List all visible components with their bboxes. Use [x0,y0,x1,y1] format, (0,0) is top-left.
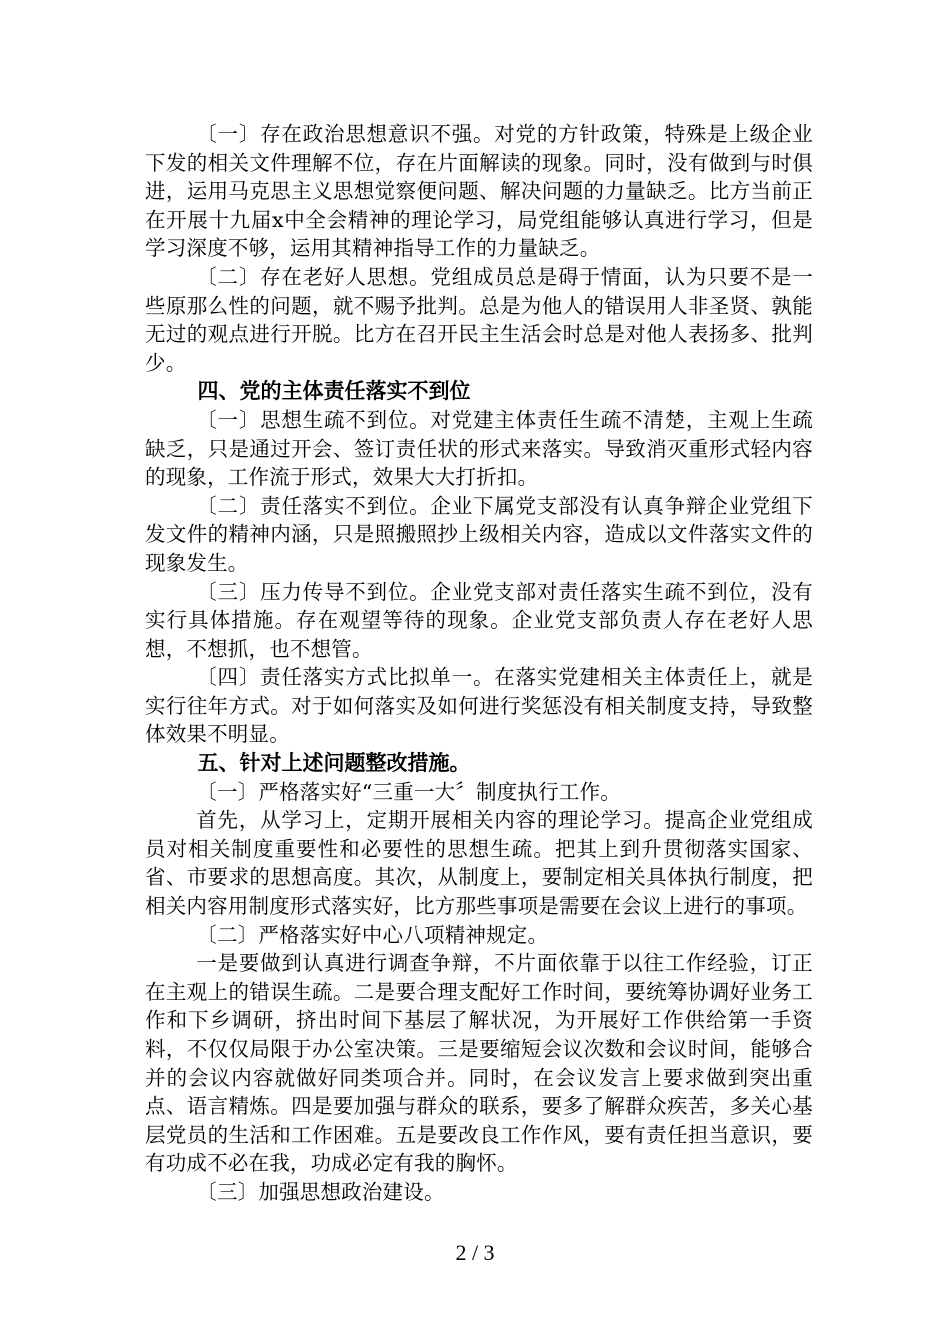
section-heading-4: 四、党的主体责任落实不到位 [197,379,471,404]
document-body [145,120,813,1207]
paragraph-10: 一是要做到认真进行调查争辩，不片面依靠于以往工作经验，订正在主观上的错误生疏。二是要合理支配好工作时间，要统筹协调好业务工作和下乡调研，挤出时间下基层了解状况，为开展好工作供给第一手资料，不仅仅局限于办公室决策。三是要缩短会议次数和会议时间，能够合并的会议内容就做好同类项合并。同时，在会议发言上要求做到突出重点、语言精炼。四是要加强与群众的联系，要多了解群众疾苦，多关心基层党员的生活和工作困难。五是要改良工作作风，要有责任担当意识，要有功成不必在我，功成必定有我的胸怀。 [145,951,813,1176]
paragraph-5: 〔三〕压力传导不到位。企业党支部对责任落实生疏不到位，没有实行具体措施。存在观望等待的现象。企业党支部负责人存在老好人思想，不想抓，也不想管。 [145,579,813,661]
paragraph-3: 〔一〕思想生疏不到位。对党建主体责任生疏不清楚，主观上生疏缺乏，只是通过开会、签订责任状的形式来落实。导致消灭重形式轻内容的现象，工作流于形式，效果大大打折扣。 [145,407,813,490]
page-number: 2 / 3 [455,1240,495,1265]
paragraph-8: 首先，从学习上，定期开展相关内容的理论学习。提高企业党组成员对相关制度重要性和必要性的思想生疏。把其上到升贯彻落实国家、省、市要求的思想高度。其次，从制度上，要制定相关具体执行制度，把相关内容用制度形式落实好，比方那些事项是需要在会议上进行的事项。 [145,808,813,919]
paragraph-9: 〔二〕严格落实好中心八项精神规定。 [196,922,549,947]
paragraph-2: 〔二〕存在老好人思想。党组成员总是碍于情面，认为只要不是一些原那么性的问题，就不赐予批判。总是为他人的错误用人非圣贤、孰能无过的观点进行开脱。比方在召开民主生活会时总是对他人表扬多、批判少。 [145,264,813,375]
paragraph-7: 〔一〕严格落实好“三重一大〞制度执行工作。 [196,779,621,804]
paragraph-6: 〔四〕责任落实方式比拟单一。在落实党建相关主体责任上，就是实行往年方式。对于如何落实及如何进行奖惩没有相关制度支持，导致整体效果不明显。 [145,665,813,747]
paragraph-4: 〔二〕责任落实不到位。企业下属党支部没有认真争辩企业党组下发文件的精神内涵，只是照搬照抄上级相关内容，造成以文件落实文件的现象发生。 [145,493,813,575]
paragraph-11: 〔三〕加强思想政治建设。 [196,1179,445,1204]
paragraph-1: 〔一〕存在政治思想意识不强。对党的方针政策，特殊是上级企业下发的相关文件理解不位，存在片面解读的现象。同时，没有做到与时俱进，运用马克思主义思想觉察便问题、解决问题的力量缺乏。比方当前正在开展十九届x中全会精神的理论学习，局党组能够认真进行学习，但是学习深度不够，运用其精神指导工作的力量缺乏。 [145,122,813,261]
section-heading-5: 五、针对上述问题整改措施。 [197,751,471,776]
